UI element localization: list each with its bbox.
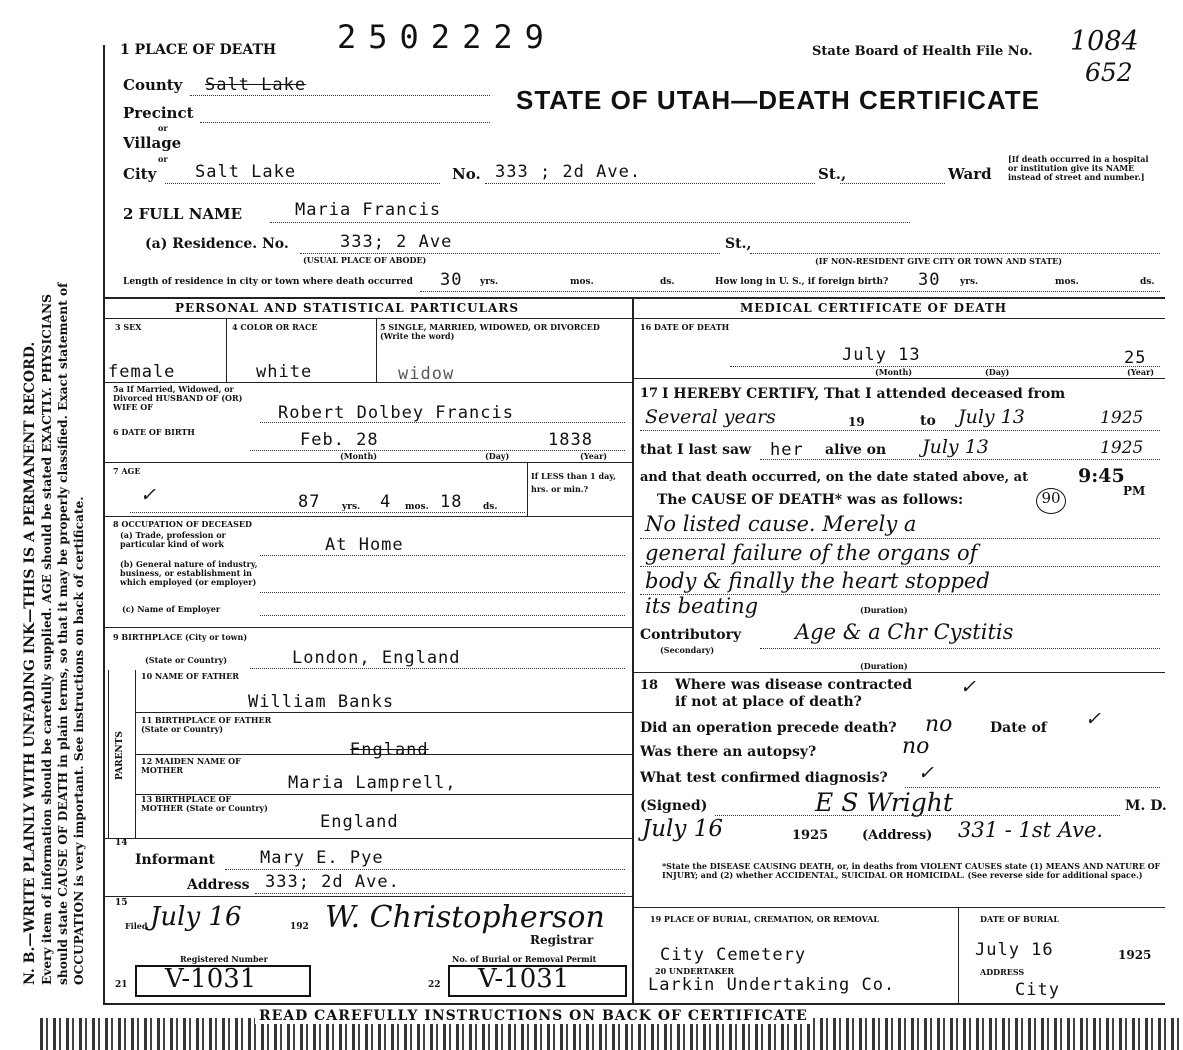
informant-line xyxy=(225,869,625,870)
burial-place-label: 19 PLACE OF BURIAL, CREMATION, OR REMOVAL xyxy=(650,914,880,924)
birthplace-line xyxy=(250,668,625,669)
father-label: 10 NAME OF FATHER xyxy=(141,671,239,681)
contracted-label: Where was disease contracted xyxy=(675,677,913,693)
age-years: 87 xyxy=(298,492,321,512)
residence-value: 333; 2 Ave xyxy=(340,232,453,252)
cause-footnote: *State the DISEASE CAUSING DEATH, or, in deaths from VIOLENT CAUSES state (1) MEANS AND NATURE OF INJURY; and (2) whether ACCIDENTAL, SUICIDAL OR HOMICIDAL. (See reverse side for additional space.) xyxy=(662,861,1161,880)
color-label: 4 COLOR OR RACE xyxy=(232,322,318,332)
length-residence-value: 30 xyxy=(440,270,463,290)
age-months: 4 xyxy=(380,492,392,512)
item-15: 15 xyxy=(115,898,128,908)
death-date-bottom xyxy=(632,378,1165,379)
item-18: 18 xyxy=(640,678,659,693)
personal-header: PERSONAL AND STATISTICAL PARTICULARS xyxy=(175,301,520,315)
residence-line xyxy=(300,253,720,254)
dob-year: 1838 xyxy=(548,430,593,450)
street-line xyxy=(485,183,815,184)
item-22: 22 xyxy=(428,980,441,990)
attended-from: Several years xyxy=(645,406,776,428)
cause-code: 90 xyxy=(1036,488,1066,514)
certificate-number: 2502229 xyxy=(337,18,556,56)
row6-bottom xyxy=(105,462,632,463)
residence-st-label: St., xyxy=(725,236,752,252)
residence-label: (a) Residence. No. xyxy=(145,236,289,252)
precinct-label: Precinct xyxy=(123,104,194,122)
attended-from-19: 19 xyxy=(848,415,865,429)
residence-sublabel: (USUAL PLACE OF ABODE) xyxy=(303,255,427,265)
sex-label: 3 SEX xyxy=(115,322,142,332)
filed-label: Filed xyxy=(125,921,148,931)
county-label: County xyxy=(123,76,183,94)
length-residence-label: Length of residence in city or town where death occurred xyxy=(123,277,413,287)
informant-bottom xyxy=(105,896,632,897)
filed-year: 192 xyxy=(290,922,309,932)
address-line xyxy=(255,893,625,894)
father-birthplace-label: 11 BIRTHPLACE OF FATHER (State or Country) xyxy=(141,715,272,734)
death-day-sub: (Day) xyxy=(985,367,1010,377)
sex-value: female xyxy=(108,362,176,382)
age-divider xyxy=(527,462,528,516)
operation-label: Did an operation precede death? xyxy=(640,720,897,736)
left-border xyxy=(103,45,105,1005)
occupation-value: At Home xyxy=(325,535,404,555)
item-21: 21 xyxy=(115,980,128,990)
us-mos: mos. xyxy=(1055,277,1079,287)
undertaker-label: 20 UNDERTAKER xyxy=(655,966,735,976)
date-of-death-label: 16 DATE OF DEATH xyxy=(640,322,730,332)
date-of-death-year: 25 xyxy=(1124,348,1147,368)
color-divider xyxy=(376,318,377,383)
father-value: William Banks xyxy=(248,692,395,712)
mother-label: 12 MAIDEN NAME OF MOTHER xyxy=(141,756,241,775)
permit-label: No. of Burial or Removal Permit xyxy=(452,954,597,964)
informant-value: Mary E. Pye xyxy=(260,848,384,868)
color-value: white xyxy=(256,362,313,382)
alive-on-label: alive on xyxy=(825,442,887,458)
informant-address-value: 333; 2d Ave. xyxy=(265,872,400,892)
age-check: ✓ xyxy=(140,484,156,506)
side-notice-line4: OCCUPATION is very important. See instructions on back of certificate. xyxy=(72,496,86,985)
employer-line xyxy=(260,615,625,616)
industry-line xyxy=(260,592,625,593)
dob-line xyxy=(250,450,625,451)
city-label: City xyxy=(123,165,157,183)
autopsy-label: Was there an autopsy? xyxy=(640,744,817,760)
cause-line-3: body & finally the heart stopped xyxy=(645,569,990,593)
us-ds: ds. xyxy=(1140,277,1155,287)
item-14: 14 xyxy=(115,838,128,848)
test-value: ✓ xyxy=(918,762,934,784)
birthplace-state-label: (State or Country) xyxy=(145,655,228,665)
cause-line-2: general failure of the organs of xyxy=(645,541,978,565)
burial-date-value: July 16 xyxy=(975,940,1054,960)
burial-year: 1925 xyxy=(1118,948,1152,962)
last-saw-date: July 13 xyxy=(922,436,989,458)
file-number: 1084 xyxy=(1070,26,1139,57)
spouse-line xyxy=(260,422,625,423)
age-days: 18 xyxy=(440,492,463,512)
attended-line xyxy=(640,430,1160,431)
residence2-line xyxy=(750,253,1160,254)
street-number-value: 333 ; 2d Ave. xyxy=(495,162,642,182)
father-bottom xyxy=(135,712,632,713)
city-line xyxy=(165,183,440,184)
certify-statement: I HEREBY CERTIFY, That I attended deceased from xyxy=(662,386,1066,402)
cause-label: The CAUSE OF DEATH* was as follows: xyxy=(657,492,964,508)
registered-number: V-1031 xyxy=(165,964,257,994)
dob-year-sub: (Year) xyxy=(580,451,608,461)
contrib-line xyxy=(760,648,1160,649)
dob-label: 6 DATE OF BIRTH xyxy=(113,427,195,437)
mother-birthplace-value: England xyxy=(320,812,399,832)
medical-header: MEDICAL CERTIFICATE OF DEATH xyxy=(740,301,1008,315)
signed-line xyxy=(715,815,1120,816)
physician-address: 331 - 1st Ave. xyxy=(958,818,1104,842)
date-of-value: ✓ xyxy=(1085,708,1101,730)
mbirth-bottom xyxy=(105,838,632,839)
signed-label: (Signed) xyxy=(640,798,708,814)
age-label: 7 AGE xyxy=(113,466,141,476)
last-saw-label: that I last saw xyxy=(640,442,752,458)
place-of-death-label: 1 PLACE OF DEATH xyxy=(120,42,277,58)
physician-signature: E S Wright xyxy=(815,788,953,817)
contrib-duration: (Duration) xyxy=(860,661,908,671)
physician-address-label: (Address) xyxy=(862,828,933,843)
spouse-label: 5a If Married, Widowed, or Divorced HUSBAND OF (OR) WIFE OF xyxy=(113,384,243,412)
us-yrs: yrs. xyxy=(960,277,979,287)
street-label: St., xyxy=(818,165,847,183)
cause-line-1: No listed cause. Merely a xyxy=(645,512,917,536)
row3-bottom xyxy=(105,382,632,383)
pronoun: her xyxy=(770,440,804,460)
age-line xyxy=(130,512,525,513)
burial-date-label: DATE OF BURIAL xyxy=(980,914,1059,924)
death-ampm: PM xyxy=(1123,484,1146,498)
dob-value: Feb. 28 xyxy=(300,430,379,450)
full-name-label: 2 FULL NAME xyxy=(123,205,243,223)
age-mos-unit: mos. xyxy=(405,502,429,512)
side-notice-line3: should state CAUSE OF DEATH in plain terms, so that it may be properly classified. Exact statement of xyxy=(56,282,70,985)
personal-header-rule xyxy=(105,297,1165,299)
death-time: 9:45 xyxy=(1078,465,1125,487)
burial-place-value: City Cemetery xyxy=(660,945,807,965)
ward-note: [If death occurred in a hospital or institution give its NAME instead of street and number.] xyxy=(1008,154,1149,182)
to-label: to xyxy=(920,413,936,429)
length-yrs: yrs. xyxy=(480,277,499,287)
cause2-line xyxy=(640,566,1160,567)
file-number-secondary: 652 xyxy=(1085,58,1133,87)
lastsaw-line xyxy=(760,459,1160,460)
side-notice-line1: N. B.—WRITE PLAINLY WITH UNFADING INK—THIS IS A PERMANENT RECORD. xyxy=(22,341,38,985)
attended-to-year: 1925 xyxy=(1100,408,1144,428)
registrar-label: Registrar xyxy=(530,933,594,947)
personal-header-bottom xyxy=(105,318,632,319)
filed-date: July 16 xyxy=(150,902,242,932)
name-line xyxy=(270,222,910,223)
registrar-signature: W. Christopherson xyxy=(325,900,605,935)
village-label: Village xyxy=(123,134,182,152)
employer-label: (c) Name of Employer xyxy=(122,604,221,614)
test-label: What test confirmed diagnosis? xyxy=(640,770,888,786)
contributory-sub: (Secondary) xyxy=(660,645,715,655)
informant-address-label: Address xyxy=(187,877,250,893)
age-less-than: If LESS than 1 day, hrs. or min.? xyxy=(531,471,616,494)
row8-bottom xyxy=(105,627,632,628)
occupation-label: 8 OCCUPATION OF DECEASED xyxy=(113,519,252,529)
contributory-value: Age & a Chr Cystitis xyxy=(795,620,1014,644)
mother-value: Maria Lamprell, xyxy=(288,773,457,793)
parents-label: PARENTS xyxy=(115,731,125,780)
occupation-line xyxy=(260,555,625,556)
bottom-rule xyxy=(105,1003,1165,1005)
marital-label: 5 SINGLE, MARRIED, WIDOWED, OR DIVORCED (Write the word) xyxy=(380,322,600,341)
sign-year: 1925 xyxy=(792,828,829,843)
length-ds: ds. xyxy=(660,277,675,287)
undertaker-address-value: City xyxy=(1015,980,1060,1000)
row7-bottom xyxy=(105,516,632,517)
contracted-label-2: if not at place of death? xyxy=(675,694,862,710)
city-value: Salt Lake xyxy=(195,162,297,182)
autopsy-value: no xyxy=(902,734,930,759)
side-notice-line2: Every item of information should be carefully supplied. AGE should be stated EXACTLY. PHYSICIANS xyxy=(40,294,54,985)
precinct-line xyxy=(200,122,490,123)
death-occurred-label: and that death occurred, on the date stated above, at xyxy=(640,470,1029,485)
sign-date: July 16 xyxy=(642,816,723,842)
burial-divider xyxy=(958,907,959,1003)
length-mos: mos. xyxy=(570,277,594,287)
street-number-label: No. xyxy=(452,165,481,183)
spouse-value: Robert Dolbey Francis xyxy=(278,403,514,423)
date-of-label: Date of xyxy=(990,720,1047,736)
permit-number: V-1031 xyxy=(478,964,570,994)
parents-outer xyxy=(108,670,109,838)
md-label: M. D. xyxy=(1125,798,1167,814)
death-date-line xyxy=(730,366,1160,367)
contracted-value: ✓ xyxy=(960,676,976,698)
death-year-sub: (Year) xyxy=(1127,367,1155,377)
sex-divider xyxy=(226,318,227,383)
or-label-2: or xyxy=(158,154,168,164)
undertaker-value: Larkin Undertaking Co. xyxy=(648,975,896,995)
center-divider xyxy=(632,297,634,1005)
last-saw-year: 1925 xyxy=(1100,438,1144,458)
cause1-line xyxy=(640,538,1160,539)
us-residence-label: How long in U. S., if foreign birth? xyxy=(715,277,889,287)
mother-birthplace-label: 13 BIRTHPLACE OF MOTHER (State or Country) xyxy=(141,794,268,813)
county-line xyxy=(190,95,490,96)
cause-line-4: its beating xyxy=(645,594,759,618)
dob-day-sub: (Day) xyxy=(485,451,510,461)
informant-label: Informant xyxy=(135,852,215,868)
dob-month-sub: (Month) xyxy=(340,451,378,461)
length-line xyxy=(420,291,1160,292)
age-ds-unit: ds. xyxy=(483,502,498,512)
father-birthplace-value: England xyxy=(350,740,429,760)
occupation-a-label: (a) Trade, profession or particular kind of work xyxy=(120,530,226,549)
death-month-sub: (Month) xyxy=(875,367,913,377)
fbirth-bottom xyxy=(135,754,632,755)
marital-value: widow xyxy=(398,364,455,384)
or-label-1: or xyxy=(158,123,168,133)
footnote-bottom xyxy=(632,907,1165,908)
street2-line xyxy=(840,183,945,184)
file-number-label: State Board of Health File No. xyxy=(812,44,1033,59)
nonresident-note: (IF NON-RESIDENT GIVE CITY OR TOWN AND STATE) xyxy=(815,256,1063,266)
contributory-label: Contributory xyxy=(640,627,742,643)
operation-value: no xyxy=(925,712,953,737)
us-residence-value: 30 xyxy=(918,270,941,290)
medical-header-bottom xyxy=(632,318,1165,319)
full-name-value: Maria Francis xyxy=(295,200,442,220)
birthplace-value: London, England xyxy=(292,648,461,668)
date-of-death-value: July 13 xyxy=(842,345,921,365)
reg-number-label: Registered Number xyxy=(180,954,268,964)
item-17: 17 xyxy=(640,386,659,401)
age-yrs-unit: yrs. xyxy=(342,502,361,512)
attended-to: July 13 xyxy=(958,406,1025,428)
cause-duration: (Duration) xyxy=(860,605,908,615)
certificate-title: STATE OF UTAH—DEATH CERTIFICATE xyxy=(516,85,1040,115)
cause-bottom xyxy=(632,672,1165,673)
footer-instructions: READ CAREFULLY INSTRUCTIONS ON BACK OF CERTIFICATE xyxy=(255,1008,812,1024)
occupation-b-label: (b) General nature of industry, business, or establishment in which employed (or employer) xyxy=(120,559,258,587)
undertaker-address-label: ADDRESS xyxy=(980,967,1025,977)
ward-label: Ward xyxy=(948,165,992,183)
county-value: Salt Lake xyxy=(205,75,307,95)
birthplace-label: 9 BIRTHPLACE (City or town) xyxy=(113,632,248,642)
